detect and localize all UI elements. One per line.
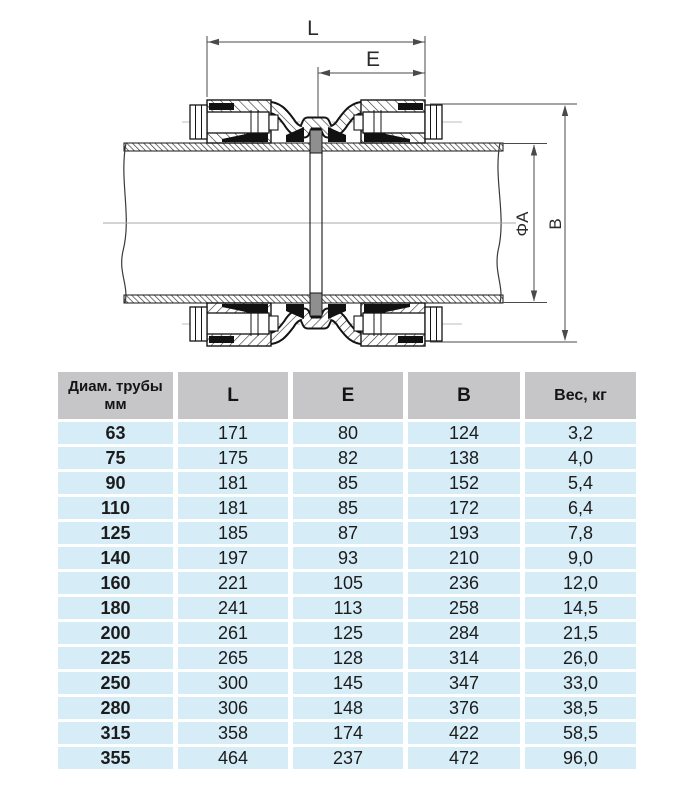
- cell-l: 175: [178, 447, 288, 469]
- table-row: [58, 672, 636, 694]
- table-row: [58, 547, 636, 569]
- cell-diameter: 355: [58, 747, 173, 769]
- cell-b: 422: [408, 722, 520, 744]
- cell-diameter: 315: [58, 722, 173, 744]
- table-row: [58, 622, 636, 644]
- cell-e: 85: [293, 472, 403, 494]
- cell-e: 80: [293, 422, 403, 444]
- cell-l: 265: [178, 647, 288, 669]
- cell-e: 128: [293, 647, 403, 669]
- cell-l: 181: [178, 497, 288, 519]
- dimension-table: [53, 369, 641, 772]
- cell-e: 113: [293, 597, 403, 619]
- table-row: [58, 497, 636, 519]
- cell-diameter: 250: [58, 672, 173, 694]
- cell-weight: 58,5: [525, 722, 636, 744]
- table-row: [58, 522, 636, 544]
- cell-weight: 38,5: [525, 697, 636, 719]
- cell-l: 464: [178, 747, 288, 769]
- cell-e: 82: [293, 447, 403, 469]
- table-row: [58, 722, 636, 744]
- cell-weight: 96,0: [525, 747, 636, 769]
- cell-b: 193: [408, 522, 520, 544]
- cell-e: 145: [293, 672, 403, 694]
- cell-weight: 12,0: [525, 572, 636, 594]
- cell-e: 237: [293, 747, 403, 769]
- gasket-strip-left: [209, 103, 234, 110]
- cell-e: 87: [293, 522, 403, 544]
- table-row: [58, 447, 636, 469]
- cell-weight: 7,8: [525, 522, 636, 544]
- cell-diameter: 90: [58, 472, 173, 494]
- cell-l: 358: [178, 722, 288, 744]
- cell-weight: 14,5: [525, 597, 636, 619]
- cell-l: 300: [178, 672, 288, 694]
- header-diameter: [58, 372, 173, 419]
- table-header: [58, 372, 636, 419]
- gasket-strip-right: [398, 103, 423, 110]
- dim-label-phiA: ΦA: [513, 211, 532, 237]
- cell-diameter: 200: [58, 622, 173, 644]
- table-row: [58, 422, 636, 444]
- cell-b: 314: [408, 647, 520, 669]
- joint-spigot-top: [310, 130, 322, 153]
- cell-e: 125: [293, 622, 403, 644]
- cell-b: 210: [408, 547, 520, 569]
- cell-b: 284: [408, 622, 520, 644]
- joint-spigot-bottom: [310, 293, 322, 316]
- cell-diameter: 160: [58, 572, 173, 594]
- header-diameter-line1: Диам. трубы: [68, 378, 163, 396]
- cell-weight: 26,0: [525, 647, 636, 669]
- cell-b: 347: [408, 672, 520, 694]
- cell-weight: 6,4: [525, 497, 636, 519]
- dim-label-B: B: [546, 218, 565, 230]
- table-row: [58, 597, 636, 619]
- cell-b: 172: [408, 497, 520, 519]
- cell-e: 93: [293, 547, 403, 569]
- cell-l: 181: [178, 472, 288, 494]
- dim-label-L: L: [307, 17, 319, 40]
- table-row: [58, 572, 636, 594]
- table-row: [58, 472, 636, 494]
- cell-b: 124: [408, 422, 520, 444]
- cell-l: 261: [178, 622, 288, 644]
- cell-l: 306: [178, 697, 288, 719]
- cell-weight: 9,0: [525, 547, 636, 569]
- header-weight: Вес, кг: [525, 372, 636, 419]
- header-B: B: [408, 372, 520, 419]
- cell-diameter: 125: [58, 522, 173, 544]
- cell-b: 138: [408, 447, 520, 469]
- header-L: L: [178, 372, 288, 419]
- cell-weight: 5,4: [525, 472, 636, 494]
- cell-l: 197: [178, 547, 288, 569]
- table-body: [58, 422, 636, 769]
- cell-b: 376: [408, 697, 520, 719]
- cell-e: 105: [293, 572, 403, 594]
- cell-weight: 4,0: [525, 447, 636, 469]
- cell-l: 185: [178, 522, 288, 544]
- pipe-body: [103, 143, 516, 303]
- cell-diameter: 180: [58, 597, 173, 619]
- cell-weight: 21,5: [525, 622, 636, 644]
- technical-drawing: [0, 0, 696, 372]
- table-row: [58, 697, 636, 719]
- bolt-hex-head-left: [190, 105, 207, 139]
- bolt-hex-head-right: [425, 105, 442, 139]
- cell-diameter: 280: [58, 697, 173, 719]
- cell-diameter: 140: [58, 547, 173, 569]
- table-row: [58, 747, 636, 769]
- cell-l: 171: [178, 422, 288, 444]
- header-E: E: [293, 372, 403, 419]
- cell-diameter: 63: [58, 422, 173, 444]
- cell-b: 258: [408, 597, 520, 619]
- cell-e: 174: [293, 722, 403, 744]
- cell-e: 85: [293, 497, 403, 519]
- dim-label-E: E: [365, 48, 381, 71]
- cell-diameter: 225: [58, 647, 173, 669]
- cell-weight: 33,0: [525, 672, 636, 694]
- cell-b: 152: [408, 472, 520, 494]
- table-row: [58, 647, 636, 669]
- header-diameter-line2: мм: [104, 395, 127, 413]
- cell-weight: 3,2: [525, 422, 636, 444]
- cell-diameter: 110: [58, 497, 173, 519]
- cell-diameter: 75: [58, 447, 173, 469]
- cell-b: 472: [408, 747, 520, 769]
- cell-l: 221: [178, 572, 288, 594]
- cell-e: 148: [293, 697, 403, 719]
- cell-b: 236: [408, 572, 520, 594]
- cell-l: 241: [178, 597, 288, 619]
